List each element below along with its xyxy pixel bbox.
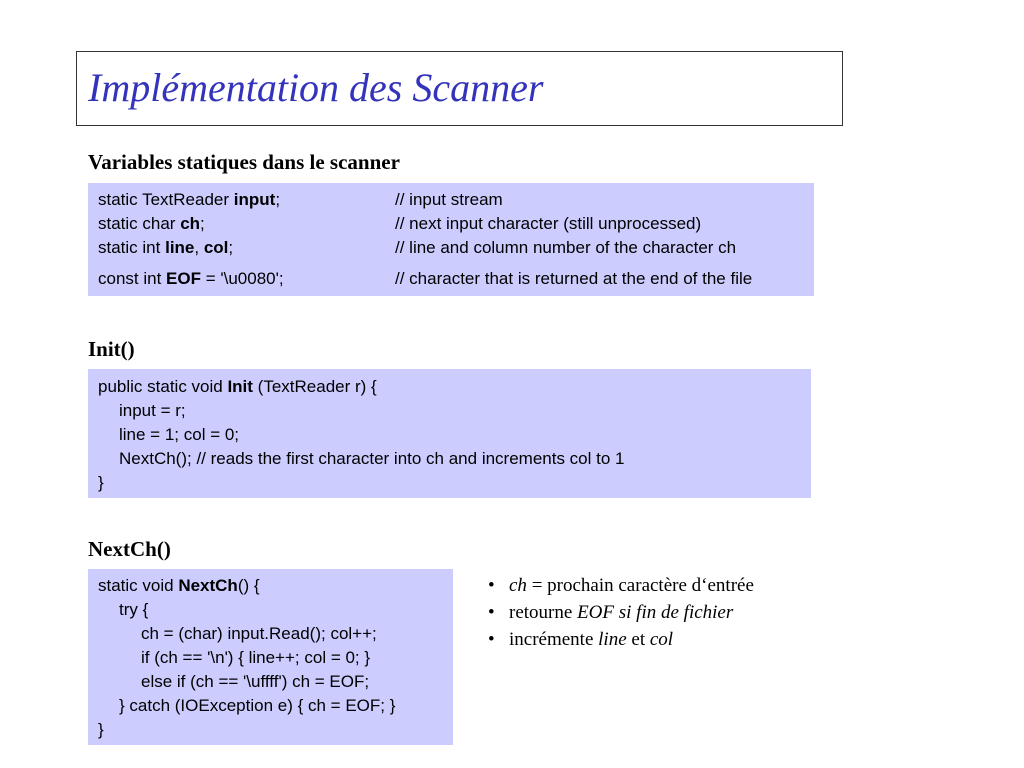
code-line: input = r; [119, 401, 186, 420]
code-line: static TextReader input; // input stream [98, 190, 503, 209]
code-comment: // input stream [395, 190, 503, 209]
code-line: static char ch; // next input character (still unprocessed) [98, 214, 702, 233]
code-line: if (ch == '\n') { line++; col = 0; } [141, 648, 371, 667]
nextch-heading: NextCh() [88, 537, 171, 561]
init-heading: Init() [88, 337, 135, 361]
code-line: public static void Init (TextReader r) { [98, 377, 377, 396]
code-comment: // next input character (still unprocessed) [395, 214, 702, 233]
code-comment: // line and column number of the character ch [395, 238, 737, 257]
slide-title: Implémentation des Scanner [88, 65, 544, 110]
code-line: } catch (IOException e) { ch = EOF; } [119, 696, 396, 715]
code-line: static void NextCh() { [98, 576, 260, 595]
code-line: NextCh(); // reads the first character into ch and increments col to 1 [119, 449, 625, 468]
code-line: } [98, 473, 104, 492]
bullet-item: • ch = prochain caractère d‘entrée [488, 575, 754, 596]
variables-heading: Variables statiques dans le scanner [88, 150, 400, 174]
bullet-item: • retourne EOF si fin de fichier [488, 602, 734, 623]
nextch-code-box [88, 569, 453, 745]
code-line: try { [119, 600, 149, 619]
variables-code-box [88, 183, 814, 296]
code-comment: // character that is returned at the end of the file [395, 269, 753, 288]
code-line: } [98, 720, 104, 739]
code-line: const int EOF = '\u0080'; // character that is returned at the end of the file [98, 269, 753, 288]
bullet-item: • incrémente line et col [488, 629, 674, 650]
code-line: else if (ch == '\uffff') ch = EOF; [141, 672, 370, 691]
code-line: line = 1; col = 0; [119, 425, 240, 444]
code-line: ch = (char) input.Read(); col++; [141, 624, 377, 643]
bullet-list [488, 572, 754, 653]
title-box [76, 51, 843, 126]
init-code-box [88, 369, 811, 498]
code-line: static int line, col; // line and column number of the character ch [98, 238, 737, 257]
